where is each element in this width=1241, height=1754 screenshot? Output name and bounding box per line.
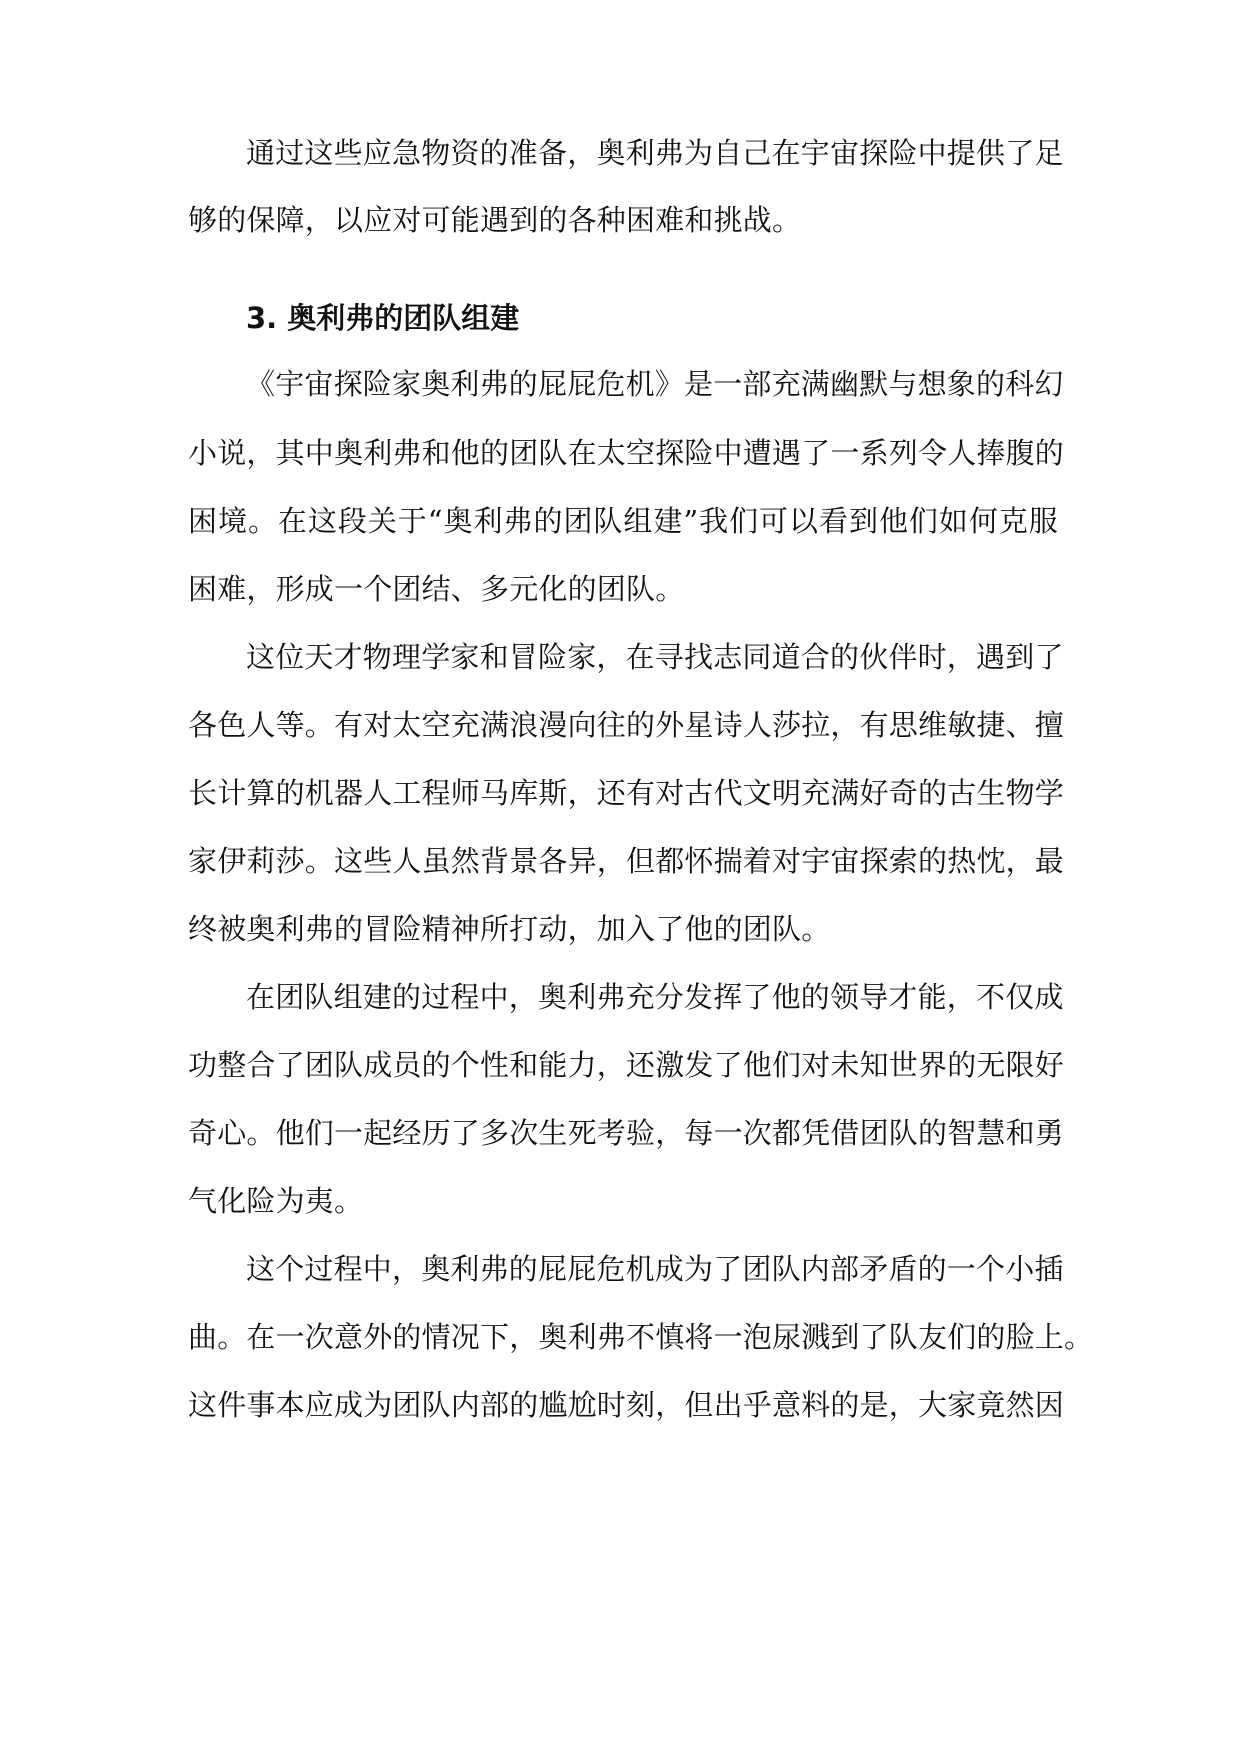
paragraph-3-line-3: 奇心。他们一起经历了多次生死考验，每一次都凭借团队的智慧和勇: [188, 1116, 1065, 1150]
section-heading: 3. 奥利弗的团队组建: [246, 301, 520, 335]
paragraph-2-line-3: 长计算的机器人工程师马库斯，还有对古代文明充满好奇的古生物学: [188, 776, 1065, 810]
paragraph-1-line-1: 《宇宙探险家奥利弗的屁屁危机》是一部充满幽默与想象的科幻: [246, 367, 1064, 401]
paragraph-4-line-3: 这件事本应成为团队内部的尴尬时刻，但出乎意料的是，大家竟然因: [188, 1388, 1065, 1422]
paragraph-1-line-2: 小说，其中奥利弗和他的团队在太空探险中遭遇了一系列令人捧腹的: [188, 436, 1065, 470]
paragraph-3-line-1: 在团队组建的过程中，奥利弗充分发挥了他的领导才能，不仅成: [246, 980, 1064, 1014]
paragraph-1-line-4: 困难，形成一个团结、多元化的团队。: [188, 572, 685, 606]
paragraph-3-line-4: 气化险为夷。: [188, 1184, 364, 1218]
paragraph-2-line-1: 这位天才物理学家和冒险家，在寻找志同道合的伙伴时，遇到了: [246, 640, 1064, 674]
paragraph-2-line-2: 各色人等。有对太空充满浪漫向往的外星诗人莎拉，有思维敏捷、擅: [188, 708, 1065, 742]
paragraph-2-line-4: 家伊莉莎。这些人虽然背景各异，但都怀揣着对宇宙探索的热忱，最: [188, 844, 1065, 878]
paragraph-4-line-2: 曲。在一次意外的情况下，奥利弗不慎将一泡尿溅到了队友们的脸上。: [188, 1320, 1094, 1354]
intro-line-1: 通过这些应急物资的准备，奥利弗为自己在宇宙探险中提供了足: [246, 136, 1064, 170]
paragraph-3-line-2: 功整合了团队成员的个性和能力，还激发了他们对未知世界的无限好: [188, 1048, 1065, 1082]
paragraph-4-line-1: 这个过程中，奥利弗的屁屁危机成为了团队内部矛盾的一个小插: [246, 1252, 1064, 1286]
paragraph-1-line-3: 困境。在这段关于“奥利弗的团队组建”我们可以看到他们如何克服: [188, 504, 1058, 538]
intro-line-2: 够的保障，以应对可能遇到的各种困难和挑战。: [188, 203, 802, 237]
paragraph-2-line-5: 终被奥利弗的冒险精神所打动，加入了他的团队。: [188, 912, 831, 946]
